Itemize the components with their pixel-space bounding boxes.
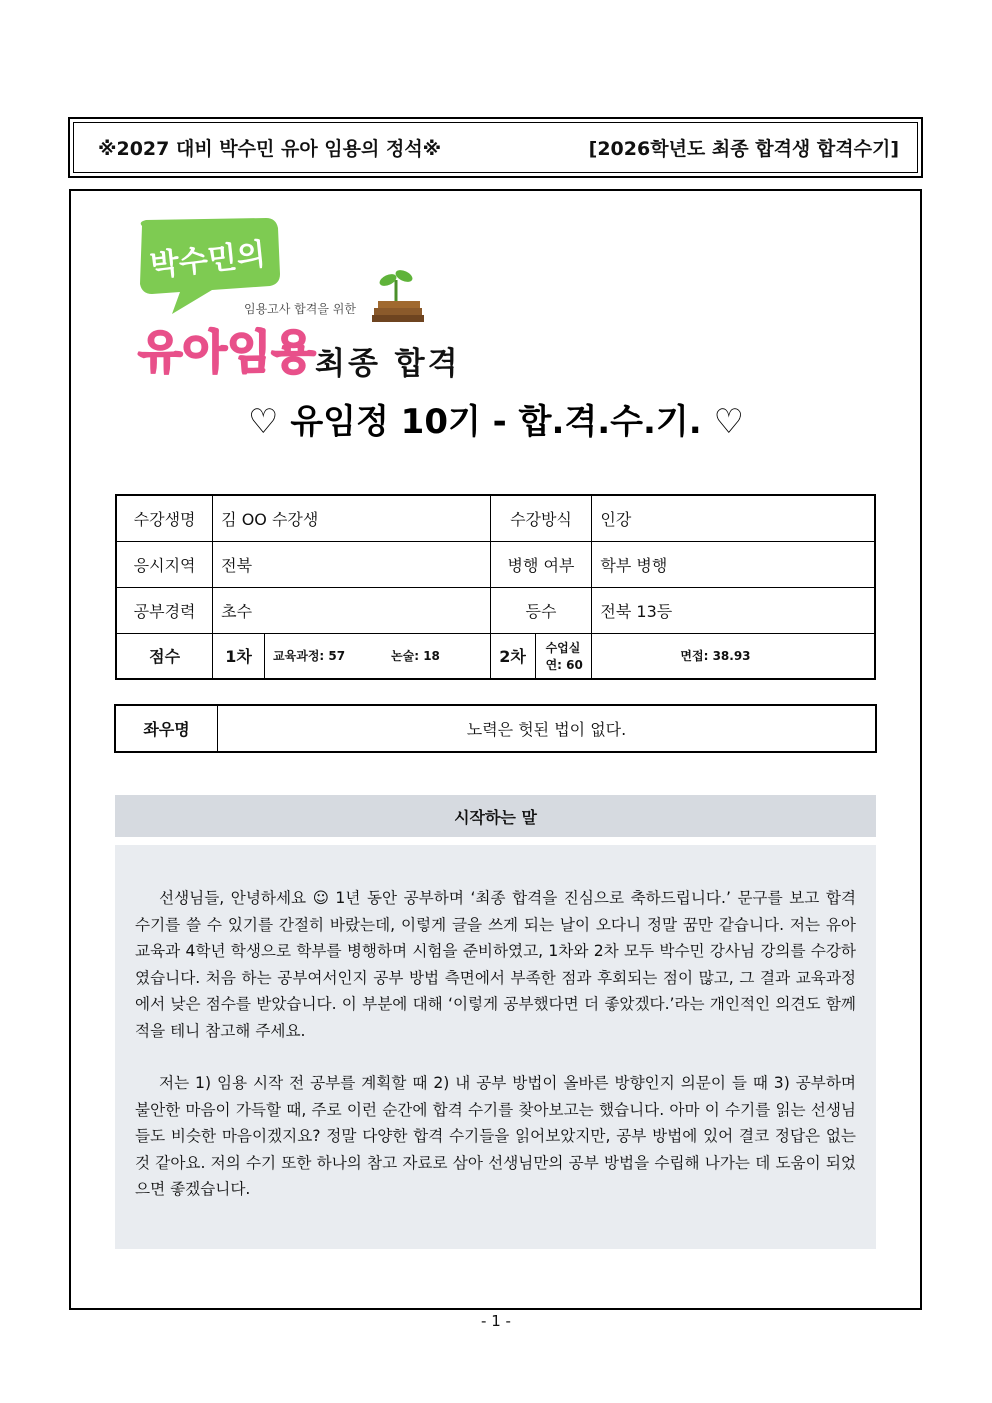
subtitle: ♡ 유임정 10기 - 합.격.수.기. ♡ [248, 402, 744, 442]
table-row [116, 633, 875, 679]
parallel-label: 병행 여부 [490, 541, 592, 587]
student-value: 김 OO 수강생 [213, 495, 490, 541]
second-interview-score: 면접: 38.93 [680, 649, 751, 664]
paragraph-2: 저는 1) 임용 시작 전 공부를 계획할 때 2) 내 공부 방법이 올바른 방향인지 의문이 들 때 3) 공부하며 불안한 마음이 가득할 때, 주로 이런 순간에 합격 수기를 찾아보고는 했습니다. 아마 이 수기를 읽는 선생님들도 비슷한 마음이겠지요? 정말 다양한 합격 수기들을 읽어보았지만, 공부 방법에 있어 결코 정답은 없는 것 같아요. 저의 수기 또한 하나의 참고 자료로 삼아 선생님만의 공부 방법을 수립해 나가는 데 도움이 되었으면 좋겠습니다. [135, 1074, 856, 1198]
first-round-label: 1차 [213, 633, 265, 679]
method-label: 수강방식 [490, 495, 592, 541]
header-right-title: [2026학년도 최종 합격생 합격수기] [588, 138, 899, 160]
page-number: - 1 - [481, 1312, 511, 1330]
region-value: 전북 [213, 541, 490, 587]
career-value: 초수 [213, 587, 490, 633]
first-round-scores [265, 633, 491, 679]
student-label: 수강생명 [116, 495, 213, 541]
motto-label: 좌우명 [116, 706, 218, 751]
logo-tagline: 임용고사 합격을 위한 [244, 302, 356, 316]
method-value: 인강 [592, 495, 875, 541]
final-pass-title: 최종 합격 [315, 346, 461, 382]
first-curriculum-score: 교육과정: 57 [273, 649, 346, 664]
first-essay-score: 논술: 18 [391, 649, 440, 664]
header-inner [73, 122, 918, 173]
book-sprout-icon [372, 268, 424, 322]
motto-value: 노력은 헛된 법이 없다. [466, 720, 627, 739]
second-demo-score: 수업실연: 60 [545, 640, 583, 672]
second-interview-cell [592, 633, 875, 679]
second-round-label: 2차 [491, 634, 536, 678]
student-info-table [115, 494, 876, 680]
career-label: 공부경력 [116, 587, 213, 633]
table-row [116, 495, 875, 541]
score-label: 점수 [116, 633, 213, 679]
region-label: 응시지역 [116, 541, 213, 587]
logo-bubble-text: 박수민의 [148, 237, 268, 284]
paragraph-1: 선생님들, 안녕하세요 ☺ 1년 동안 공부하며 ‘최종 합격을 진심으로 축하드립니다.’ 문구를 보고 합격 수기를 쓸 수 있기를 간절히 바랐는데, 이렇게 글을 쓰게 되는 날이 오다니 정말 꿈만 같습니다. 저는 유아교육과 4학년 학생으로 학부를 병행하며 시험을 준비하였고, 1차와 2차 모두 박수민 강사님 강의를 수강하였습니다. 처음 하는 공부여서인지 공부 방법 측면에서 부족한 점과 후회되는 점이 많고, 그 결과 교육과정에서 낮은 점수를 받았습니다. 이 부분에 대해 ‘이렇게 공부했다면 더 좋았겠다.’라는 개인적인 의견도 함께 적을 테니 참고해 주세요. [135, 889, 857, 1040]
table-row [116, 587, 875, 633]
rank-label: 등수 [490, 587, 592, 633]
header-left-title: ※2027 대비 박수민 유아 임용의 정석※ [98, 138, 442, 160]
second-round-cell [490, 633, 592, 679]
parallel-value: 학부 병행 [592, 541, 875, 587]
rank-value: 전북 13등 [592, 587, 875, 633]
motto-box [114, 704, 877, 753]
section-title: 시작하는 말 [115, 795, 876, 837]
logo-main-text: 유아임용 [138, 325, 316, 379]
section-body [115, 845, 876, 1249]
table-row [116, 541, 875, 587]
header-box [68, 117, 923, 178]
